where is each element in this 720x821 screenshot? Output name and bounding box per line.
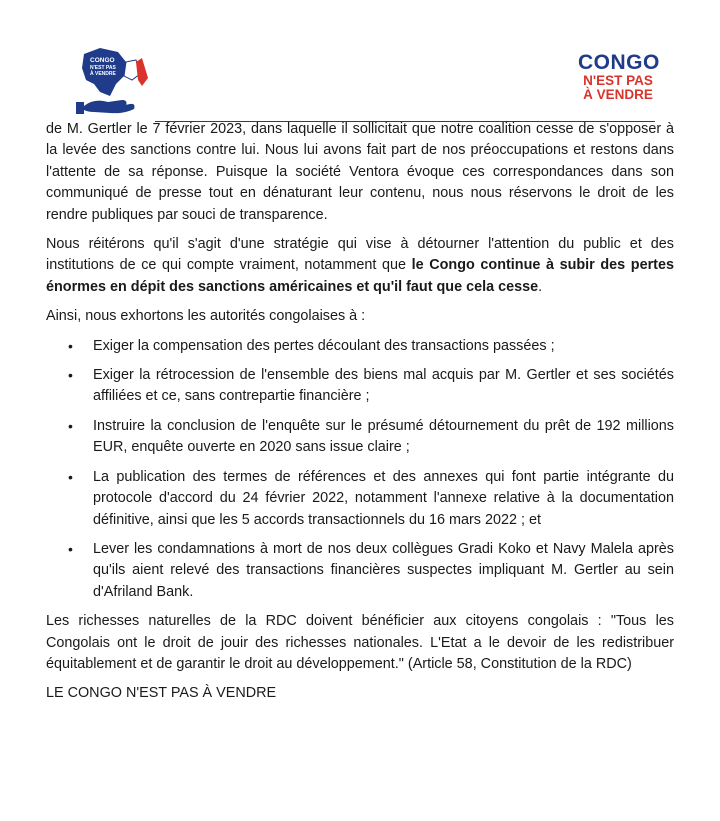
- list-item: [68, 467, 674, 531]
- logo-line-3: À VENDRE: [583, 86, 653, 102]
- paragraph-2-end: .: [538, 278, 543, 295]
- svg-text:CONGO: CONGO: [90, 57, 115, 64]
- coalition-logo-map: [70, 40, 160, 120]
- paragraph-4: Les richesses naturelles de la RDC doivent bénéficier aux citoyens congolais : "Tous les Congolais ont le droit de jouir des richesses nationales. L'Etat a le devoir de les redistribuer équitablement et de garantir le droit au développement." (Article 58, Constitution de la RDC): [46, 613, 674, 672]
- paragraph-3: Ainsi, nous exhortons les autorités congolaises à :: [46, 308, 366, 325]
- congo-nest-pas-a-vendre-logo: [578, 52, 658, 101]
- document-body: [46, 119, 674, 713]
- list-item-text: La publication des termes de références et des annexes qui font partie intégrante du protocole d'accord du 24 février 2022, notamment l'annexe relative à la documentation définitive, ainsi que les 5 accords transactionnels du 16 mars 2022 ; et: [93, 468, 674, 528]
- svg-text:À VENDRE: À VENDRE: [90, 71, 116, 77]
- logo-line-1: CONGO: [578, 51, 660, 74]
- paragraph-1: de M. Gertler le 7 février 2023, dans laquelle il sollicitait que notre coalition cesse de s'opposer à la levée des sanctions contre lui. Nous lui avons fait part de nos préoccupations et restons dans l'attente de sa réponse. Puisque la société Ventora évoque ces correspondances dans son communiqué de presse tout en dénaturant leur contenu, nous nous réservons le droit de les rendre publiques par souci de transparence.: [46, 121, 674, 223]
- congo-map-hand-icon: [70, 40, 160, 120]
- list-item: [68, 416, 674, 459]
- list-item-text: Exiger la rétrocession de l'ensemble des biens mal acquis par M. Gertler et ses sociétés affiliées et ce, sans contrepartie financière ;: [93, 367, 674, 405]
- bullet-icon: •: [68, 417, 73, 434]
- demands-list: [46, 336, 674, 603]
- list-item-text: Exiger la compensation des pertes découlant des transactions passées ;: [93, 337, 555, 354]
- logo-line-2: N'EST PAS: [583, 73, 653, 88]
- list-item: [68, 539, 674, 603]
- bullet-icon: •: [68, 337, 73, 354]
- bullet-icon: •: [68, 468, 73, 485]
- list-item: [68, 365, 674, 408]
- paragraph-2-emphasis: le Congo continue à subir des pertes énormes en dépit des sanctions américaines et qu'il faut que cela cesse: [46, 257, 674, 295]
- paragraph-2: [46, 234, 674, 298]
- list-item: [68, 336, 674, 357]
- closing-slogan: LE CONGO N'EST PAS À VENDRE: [46, 685, 277, 702]
- paragraph-2-text: Nous réitérons qu'il s'agit d'une stratégie qui vise à détourner l'attention du public et des institutions de ce qui compte vraiment, notamment que: [46, 236, 674, 274]
- svg-text:N'EST PAS: N'EST PAS: [90, 65, 116, 71]
- bullet-icon: •: [68, 540, 73, 557]
- page-header: [0, 0, 720, 130]
- list-item-text: Instruire la conclusion de l'enquête sur le présumé détournement du prêt de 192 millions EUR, enquête ouverte en 2020 sans issue claire ;: [93, 417, 674, 456]
- bullet-icon: •: [68, 367, 73, 384]
- list-item-text: Lever les condamnations à mort de nos deux collègues Gradi Koko et Navy Malela après qu'ils aient relevé des transactions financières suspectes impliquant M. Gertler au sein d'Afriland Bank.: [93, 540, 674, 600]
